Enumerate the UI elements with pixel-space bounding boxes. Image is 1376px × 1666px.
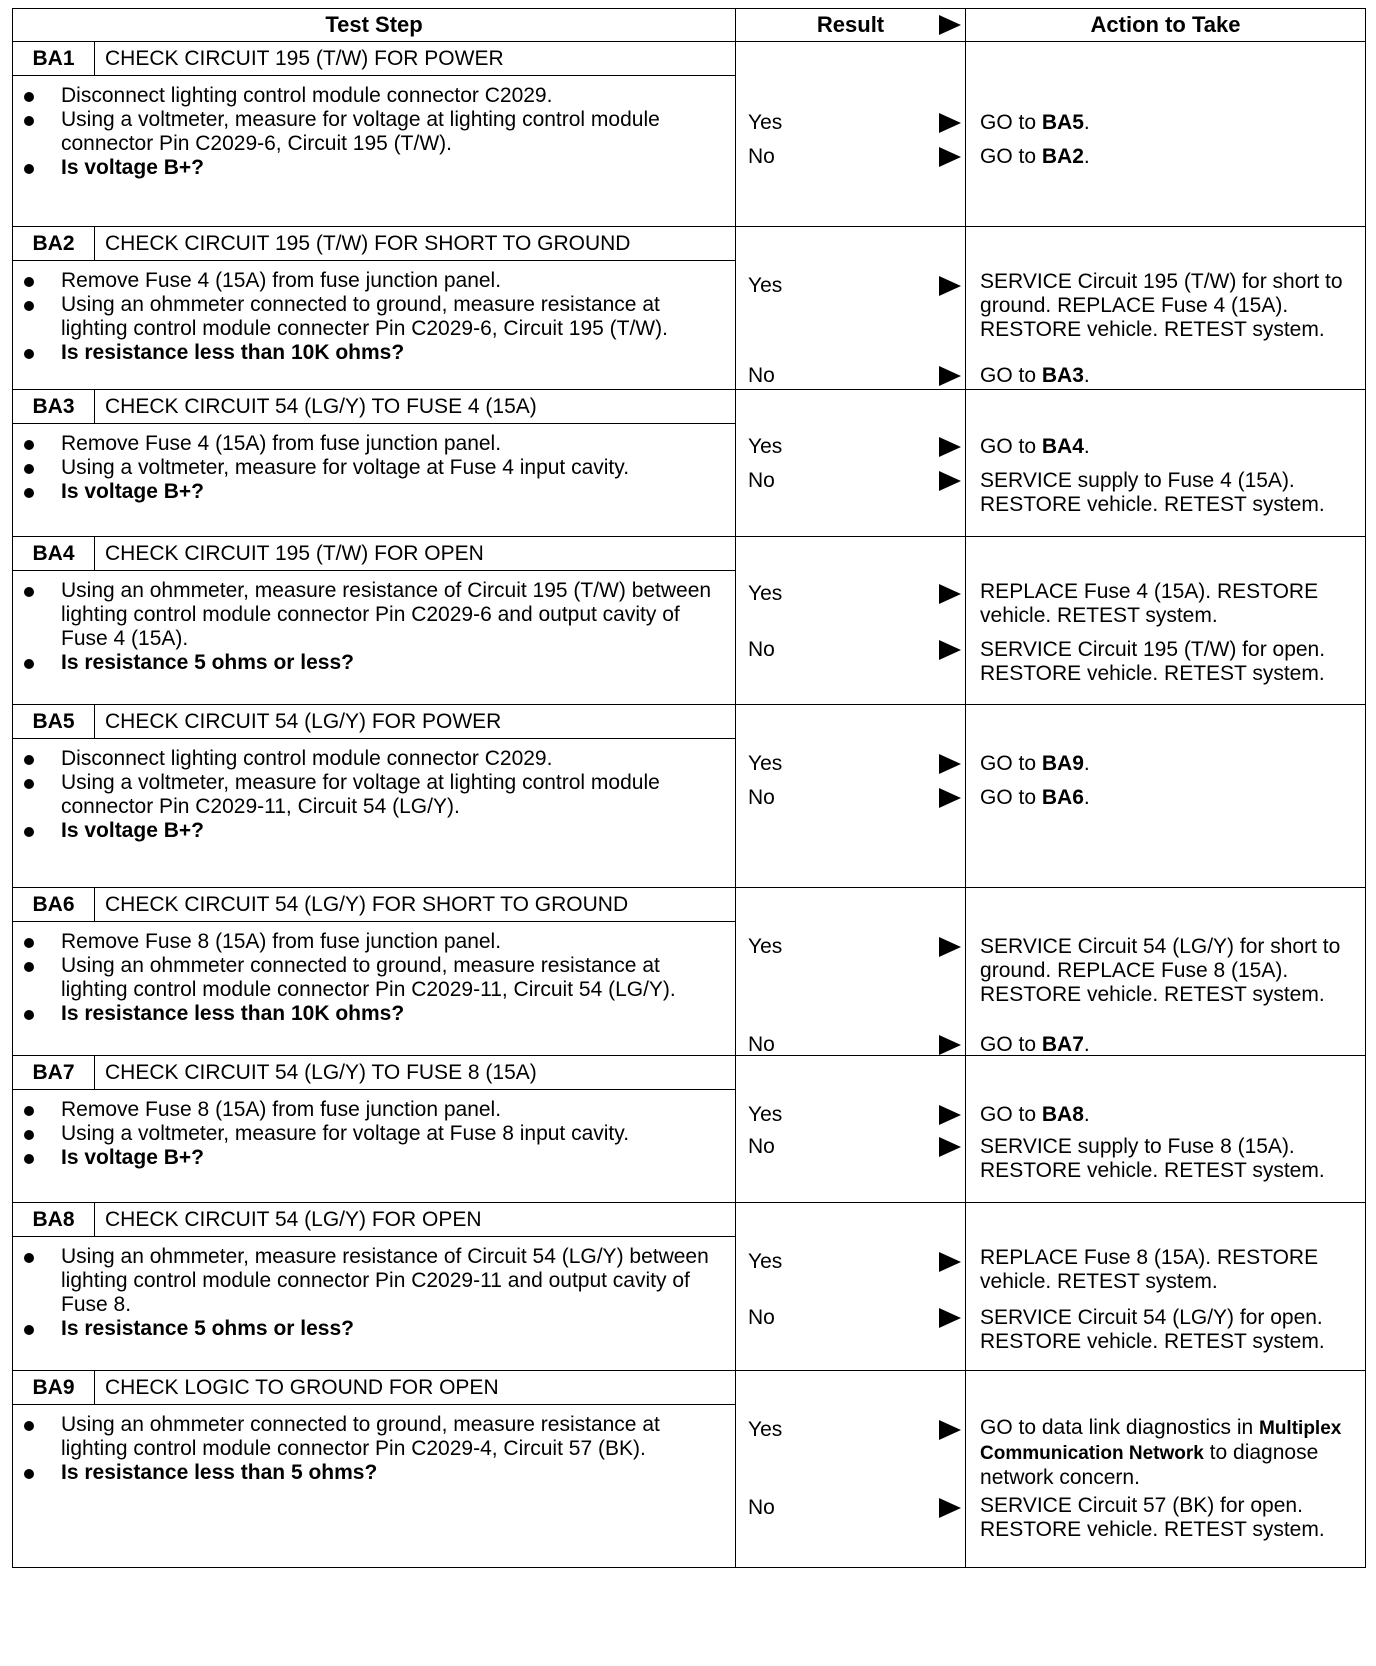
action-tail: . — [1083, 1033, 1090, 1056]
step-id: BA5 — [13, 705, 95, 739]
step-list — [13, 1405, 735, 1491]
result-line — [748, 111, 965, 137]
action-text — [980, 935, 1359, 1007]
action-tail: . — [1083, 435, 1090, 458]
action-text — [980, 1246, 1359, 1294]
arrow-icon — [939, 1105, 961, 1125]
result-label: No — [748, 786, 775, 809]
step-title-row — [13, 537, 1366, 571]
step-item: Remove Fuse 8 (15A) from fuse junction panel. — [61, 930, 725, 954]
step-title-row — [13, 42, 1366, 76]
step-title: CHECK CIRCUIT 54 (LG/Y) TO FUSE 4 (15A) — [95, 390, 736, 424]
action-text — [980, 752, 1359, 776]
result-line — [748, 1418, 965, 1444]
step-item: Remove Fuse 4 (15A) from fuse junction panel. — [61, 269, 725, 293]
action-text — [980, 1494, 1359, 1542]
arrow-icon — [939, 113, 961, 133]
action-instruction: GO to — [980, 111, 1042, 134]
result-cell — [736, 1056, 966, 1203]
step-question: Is resistance 5 ohms or less? — [61, 1317, 725, 1341]
step-list — [13, 261, 735, 371]
arrow-icon — [939, 1137, 961, 1157]
step-question: Is voltage B+? — [61, 480, 725, 504]
step-item: Remove Fuse 8 (15A) from fuse junction panel. — [61, 1098, 725, 1122]
step-question: Is resistance less than 10K ohms? — [61, 341, 725, 365]
step-question: Is voltage B+? — [61, 819, 725, 843]
step-body — [13, 1090, 736, 1203]
step-id: BA1 — [13, 42, 95, 76]
result-line — [748, 752, 965, 778]
step-question: Is voltage B+? — [61, 1146, 725, 1170]
step-item: Using an ohmmeter connected to ground, measure resistance at lighting control module connector Pin C2029-11, Circuit 54 (LG/Y). — [61, 954, 725, 1002]
action-instruction: GO to — [980, 145, 1042, 168]
result-line — [748, 1496, 965, 1522]
step-question: Is resistance less than 10K ohms? — [61, 1002, 725, 1026]
action-cell — [966, 1203, 1366, 1371]
step-item: Using a voltmeter, measure for voltage at Fuse 4 input cavity. — [61, 456, 725, 480]
step-list — [13, 1237, 735, 1347]
step-item: Remove Fuse 4 (15A) from fuse junction panel. — [61, 432, 725, 456]
action-text — [980, 638, 1359, 686]
action-cell — [966, 390, 1366, 537]
result-cell — [736, 705, 966, 888]
step-item: Using a voltmeter, measure for voltage at Fuse 8 input cavity. — [61, 1122, 725, 1146]
step-id: BA4 — [13, 537, 95, 571]
step-id: BA2 — [13, 227, 95, 261]
action-tail: . — [1083, 364, 1090, 387]
arrow-icon — [939, 1498, 961, 1518]
step-list — [13, 1090, 735, 1176]
result-label: Yes — [748, 1418, 783, 1441]
action-instruction: GO to data link diagnostics in — [980, 1416, 1259, 1439]
table-header-row — [13, 9, 1366, 42]
pinpoint-test-table — [12, 8, 1366, 1568]
result-label: No — [748, 638, 775, 661]
action-instruction: SERVICE supply to Fuse 8 (15A). RESTORE vehicle. RETEST system. — [980, 1135, 1325, 1182]
action-text — [980, 469, 1359, 517]
action-instruction: GO to — [980, 364, 1042, 387]
step-id: BA3 — [13, 390, 95, 424]
action-instruction: GO to — [980, 1033, 1042, 1056]
action-instruction: SERVICE supply to Fuse 4 (15A). RESTORE vehicle. RETEST system. — [980, 469, 1325, 516]
action-tail: to diagnose network concern. — [980, 1441, 1319, 1489]
result-line — [748, 786, 965, 812]
step-id: BA9 — [13, 1371, 95, 1405]
step-item: Using an ohmmeter, measure resistance of Circuit 195 (T/W) between lighting control module connector Pin C2029-6 and output cavity of Fuse 4 (15A). — [61, 579, 725, 651]
action-cell — [966, 705, 1366, 888]
result-label: No — [748, 1033, 775, 1056]
result-label: Yes — [748, 582, 783, 605]
result-cell — [736, 42, 966, 227]
step-list — [13, 424, 735, 510]
result-label: Yes — [748, 1250, 783, 1273]
result-label: Yes — [748, 111, 783, 134]
result-line — [748, 582, 965, 608]
step-title-row — [13, 1371, 1366, 1405]
action-instruction: GO to — [980, 1103, 1042, 1126]
action-instruction: GO to — [980, 435, 1042, 458]
step-list — [13, 571, 735, 681]
header-action: Action to Take — [966, 9, 1366, 42]
step-item: Using an ohmmeter connected to ground, measure resistance at lighting control module connector Pin C2029-4, Circuit 57 (BK). — [61, 1413, 725, 1461]
result-line — [748, 469, 965, 495]
step-body — [13, 1237, 736, 1371]
result-cell — [736, 537, 966, 705]
step-title-row — [13, 227, 1366, 261]
table-body — [13, 42, 1366, 1568]
step-title-row — [13, 888, 1366, 922]
step-title: CHECK CIRCUIT 54 (LG/Y) FOR SHORT TO GROUND — [95, 888, 736, 922]
action-instruction: SERVICE Circuit 195 (T/W) for open. RESTORE vehicle. RETEST system. — [980, 638, 1326, 685]
arrow-icon — [939, 1420, 961, 1440]
action-text — [980, 580, 1359, 628]
result-label: No — [748, 1496, 775, 1519]
action-reference: BA4 — [1041, 435, 1084, 458]
action-instruction: GO to — [980, 786, 1042, 809]
step-body — [13, 424, 736, 537]
diagnostic-page — [12, 8, 1365, 1568]
arrow-icon — [939, 640, 961, 660]
action-text — [980, 435, 1359, 459]
result-line — [748, 274, 965, 300]
result-line — [748, 435, 965, 461]
action-cell — [966, 42, 1366, 227]
action-instruction: SERVICE Circuit 57 (BK) for open. RESTORE vehicle. RETEST system. — [980, 1494, 1325, 1541]
action-reference: BA7 — [1041, 1033, 1084, 1056]
step-body — [13, 571, 736, 705]
action-instruction: GO to — [980, 752, 1042, 775]
step-id: BA6 — [13, 888, 95, 922]
step-body — [13, 922, 736, 1056]
header-test-step: Test Step — [13, 9, 736, 42]
arrow-icon — [939, 754, 961, 774]
result-label: No — [748, 364, 775, 387]
result-label: No — [748, 469, 775, 492]
result-label: No — [748, 1306, 775, 1329]
action-tail: . — [1083, 752, 1090, 775]
result-line — [748, 1103, 965, 1129]
arrow-icon — [939, 437, 961, 457]
result-line — [748, 1306, 965, 1332]
action-reference: BA8 — [1041, 1103, 1084, 1126]
action-reference: BA5 — [1041, 111, 1084, 134]
action-instruction: REPLACE Fuse 4 (15A). RESTORE vehicle. RETEST system. — [980, 580, 1319, 627]
step-item: Disconnect lighting control module connector C2029. — [61, 84, 725, 108]
result-cell — [736, 888, 966, 1056]
arrow-icon — [939, 584, 961, 604]
arrow-icon — [939, 788, 961, 808]
arrow-icon — [939, 366, 961, 386]
step-list — [13, 739, 735, 849]
result-line — [748, 364, 965, 390]
result-label: No — [748, 145, 775, 168]
step-title: CHECK CIRCUIT 195 (T/W) FOR POWER — [95, 42, 736, 76]
arrow-icon — [939, 15, 961, 35]
action-text — [980, 1135, 1359, 1183]
result-label: No — [748, 1135, 775, 1158]
arrow-icon — [939, 1035, 961, 1055]
action-reference: BA3 — [1041, 364, 1084, 387]
action-cell — [966, 227, 1366, 390]
action-reference: BA2 — [1041, 145, 1084, 168]
step-title-row — [13, 390, 1366, 424]
action-text — [980, 270, 1359, 342]
step-item: Disconnect lighting control module connector C2029. — [61, 747, 725, 771]
action-text — [980, 1033, 1359, 1057]
step-body — [13, 76, 736, 227]
action-cell — [966, 888, 1366, 1056]
step-item: Using an ohmmeter connected to ground, measure resistance at lighting control module connecter Pin C2029-6, Circuit 195 (T/W). — [61, 293, 725, 341]
action-instruction: SERVICE Circuit 54 (LG/Y) for short to ground. REPLACE Fuse 8 (15A). RESTORE vehicle. RETEST system. — [980, 935, 1341, 1006]
step-list — [13, 76, 735, 186]
step-title: CHECK CIRCUIT 195 (T/W) FOR OPEN — [95, 537, 736, 571]
arrow-icon — [939, 1308, 961, 1328]
action-tail: . — [1083, 145, 1090, 168]
step-title: CHECK CIRCUIT 54 (LG/Y) TO FUSE 8 (15A) — [95, 1056, 736, 1090]
action-tail: . — [1083, 111, 1090, 134]
action-text — [980, 1306, 1359, 1354]
action-cell — [966, 537, 1366, 705]
step-list — [13, 922, 735, 1032]
action-tail: . — [1083, 1103, 1090, 1126]
step-question: Is resistance less than 5 ohms? — [61, 1461, 725, 1485]
step-title: CHECK CIRCUIT 195 (T/W) FOR SHORT TO GROUND — [95, 227, 736, 261]
result-label: Yes — [748, 274, 783, 297]
step-title: CHECK CIRCUIT 54 (LG/Y) FOR POWER — [95, 705, 736, 739]
step-title: CHECK CIRCUIT 54 (LG/Y) FOR OPEN — [95, 1203, 736, 1237]
step-item: Using a voltmeter, measure for voltage at lighting control module connector Pin C2029-11, Circuit 54 (LG/Y). — [61, 771, 725, 819]
step-title-row — [13, 1203, 1366, 1237]
step-title-row — [13, 705, 1366, 739]
result-line — [748, 145, 965, 171]
result-label: Yes — [748, 435, 783, 458]
action-text — [980, 1416, 1359, 1490]
step-item: Using a voltmeter, measure for voltage at lighting control module connector Pin C2029-6, Circuit 195 (T/W). — [61, 108, 725, 156]
action-reference: Multiplex Communication Network — [980, 1418, 1342, 1464]
result-cell — [736, 227, 966, 390]
step-question: Is voltage B+? — [61, 156, 725, 180]
result-line — [748, 1250, 965, 1276]
action-cell — [966, 1056, 1366, 1203]
arrow-icon — [939, 147, 961, 167]
arrow-icon — [939, 471, 961, 491]
arrow-icon — [939, 1252, 961, 1272]
action-text — [980, 786, 1359, 810]
result-label: Yes — [748, 752, 783, 775]
result-line — [748, 935, 965, 961]
action-text — [980, 364, 1359, 388]
action-text — [980, 111, 1359, 135]
step-id: BA7 — [13, 1056, 95, 1090]
result-cell — [736, 1203, 966, 1371]
step-body — [13, 739, 736, 888]
action-instruction: REPLACE Fuse 8 (15A). RESTORE vehicle. RETEST system. — [980, 1246, 1319, 1293]
result-line — [748, 1135, 965, 1161]
result-cell — [736, 1371, 966, 1568]
step-title: CHECK LOGIC TO GROUND FOR OPEN — [95, 1371, 736, 1405]
action-instruction: SERVICE Circuit 195 (T/W) for short to ground. REPLACE Fuse 4 (15A). RESTORE vehicle. RETEST system. — [980, 270, 1343, 341]
step-item: Using an ohmmeter, measure resistance of Circuit 54 (LG/Y) between lighting control module connector Pin C2029-11 and output cavity of Fuse 8. — [61, 1245, 725, 1317]
header-result-label: Result — [816, 12, 885, 37]
step-body — [13, 261, 736, 390]
action-cell — [966, 1371, 1366, 1568]
result-line — [748, 638, 965, 664]
header-result — [736, 9, 966, 42]
action-text — [980, 1103, 1359, 1127]
action-tail: . — [1083, 786, 1090, 809]
step-title-row — [13, 1056, 1366, 1090]
arrow-icon — [939, 937, 961, 957]
action-text — [980, 145, 1359, 169]
arrow-icon — [939, 276, 961, 296]
action-instruction: SERVICE Circuit 54 (LG/Y) for open. RESTORE vehicle. RETEST system. — [980, 1306, 1325, 1353]
step-body — [13, 1405, 736, 1568]
step-id: BA8 — [13, 1203, 95, 1237]
result-cell — [736, 390, 966, 537]
action-reference: BA6 — [1041, 786, 1084, 809]
result-label: Yes — [748, 935, 783, 958]
result-label: Yes — [748, 1103, 783, 1126]
step-question: Is resistance 5 ohms or less? — [61, 651, 725, 675]
action-reference: BA9 — [1041, 752, 1084, 775]
